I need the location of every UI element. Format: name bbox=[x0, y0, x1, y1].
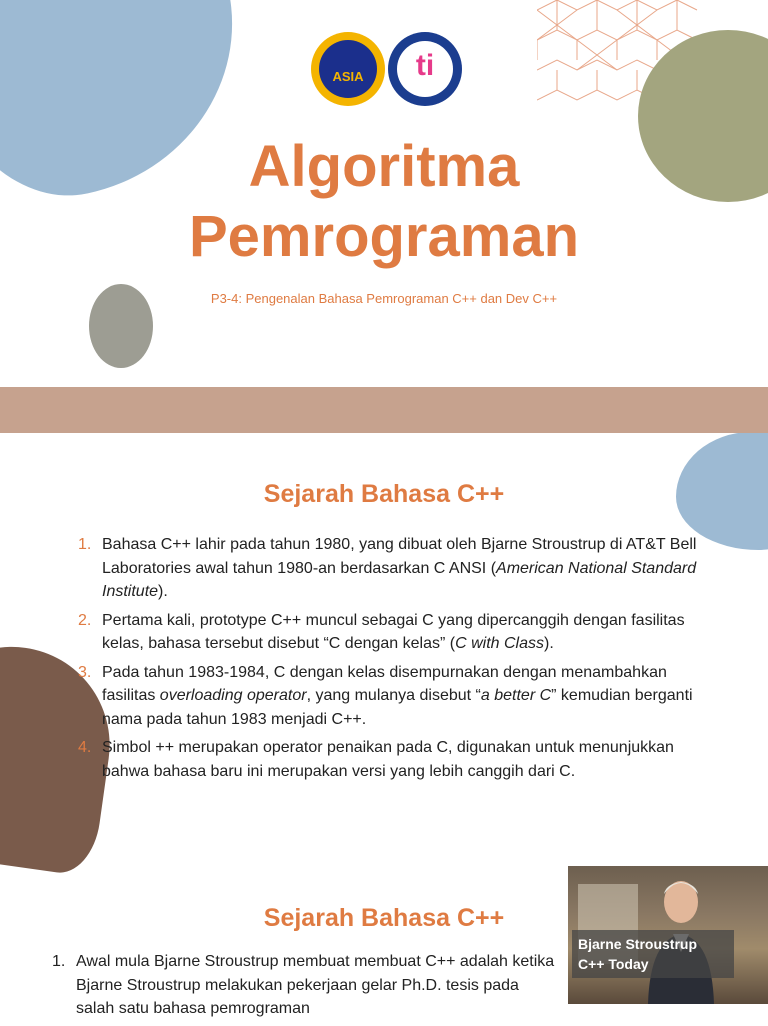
subtitle: P3-4: Pengenalan Bahasa Pemrograman C++ dan Dev C++ bbox=[210, 291, 558, 306]
list-item bbox=[52, 950, 556, 1021]
item-text: melakukan pekerjaan gelar Ph.D. tesis pada salah satu bahasa pemrograman bbox=[76, 976, 519, 1017]
item-text: ). bbox=[544, 635, 554, 652]
divider-band bbox=[0, 387, 768, 433]
item-text: ” kemudian berganti nama pada tahun 1983 menjadi C++. bbox=[102, 687, 693, 728]
section-title-2: Sejarah Bahasa C++ bbox=[263, 904, 505, 932]
item-text: Bahasa C++ lahir pada tahun 1980, yang dibuat oleh Bjarne Stroustrup di AT&T Bell Laboratories awal tahun 1980-an berdasarkan C ANSI ( bbox=[102, 536, 697, 577]
item-emphasis: a better C bbox=[480, 687, 552, 704]
item-emphasis: overloading operator bbox=[159, 687, 307, 704]
title-line-1: Algoritma bbox=[248, 134, 520, 199]
item-number: 4. bbox=[78, 739, 92, 756]
item-name: Bjarne Stroustrup bbox=[76, 976, 201, 994]
title-line-2: Pemrograman bbox=[188, 204, 580, 269]
list-item bbox=[78, 533, 702, 604]
item-text: , yang mulanya disebut “ bbox=[306, 687, 481, 704]
history-list-1 bbox=[78, 533, 702, 788]
item-number: 1. bbox=[52, 953, 66, 970]
teknik-informatika-logo bbox=[388, 32, 462, 106]
item-text: Simbol ++ merupakan operator penaikan pada C, digunakan untuk menunjukkan bahwa bahasa baru ini merupakan versi yang lebih canggih dari C. bbox=[102, 739, 674, 780]
item-emphasis: C with Class bbox=[455, 635, 544, 652]
asia-institute-logo bbox=[311, 32, 385, 106]
caption-line-1: Bjarne Stroustrup bbox=[578, 936, 698, 952]
list-item bbox=[78, 736, 702, 783]
item-number: 3. bbox=[78, 663, 92, 681]
item-emphasis: American National Standard Institute bbox=[102, 559, 697, 600]
item-text: Pertama kali, prototype C++ muncul sebagai C yang dipercanggih dengan fasilitas kelas, bahasa tersebut disebut “C dengan kelas” ( bbox=[102, 611, 685, 652]
asia-logo-text: ASIA bbox=[332, 69, 364, 84]
list-item bbox=[78, 661, 702, 732]
caption-line-2: C++ Today bbox=[578, 956, 649, 972]
list-item bbox=[78, 609, 702, 656]
main-title bbox=[0, 132, 768, 272]
photo-caption bbox=[572, 930, 734, 978]
bjarne-stroustrup-photo bbox=[568, 866, 768, 1004]
item-text: ). bbox=[158, 583, 168, 600]
item-text: Pada tahun 1983-1984, C dengan kelas disempurnakan dengan menambahkan fasilitas bbox=[102, 663, 667, 704]
item-name: Bjarne Stroustrup bbox=[153, 953, 279, 970]
ti-logo-text: ti bbox=[415, 49, 435, 82]
logo-inner-circle bbox=[397, 41, 453, 97]
item-number: 2. bbox=[78, 611, 92, 629]
item-text: membuat membuat C++ adalah ketika bbox=[278, 953, 555, 970]
history-list-2 bbox=[52, 950, 556, 1026]
item-number: 1. bbox=[78, 536, 92, 553]
item-text: Awal mula bbox=[76, 953, 154, 970]
section-title-1: Sejarah Bahasa C++ bbox=[263, 480, 505, 508]
